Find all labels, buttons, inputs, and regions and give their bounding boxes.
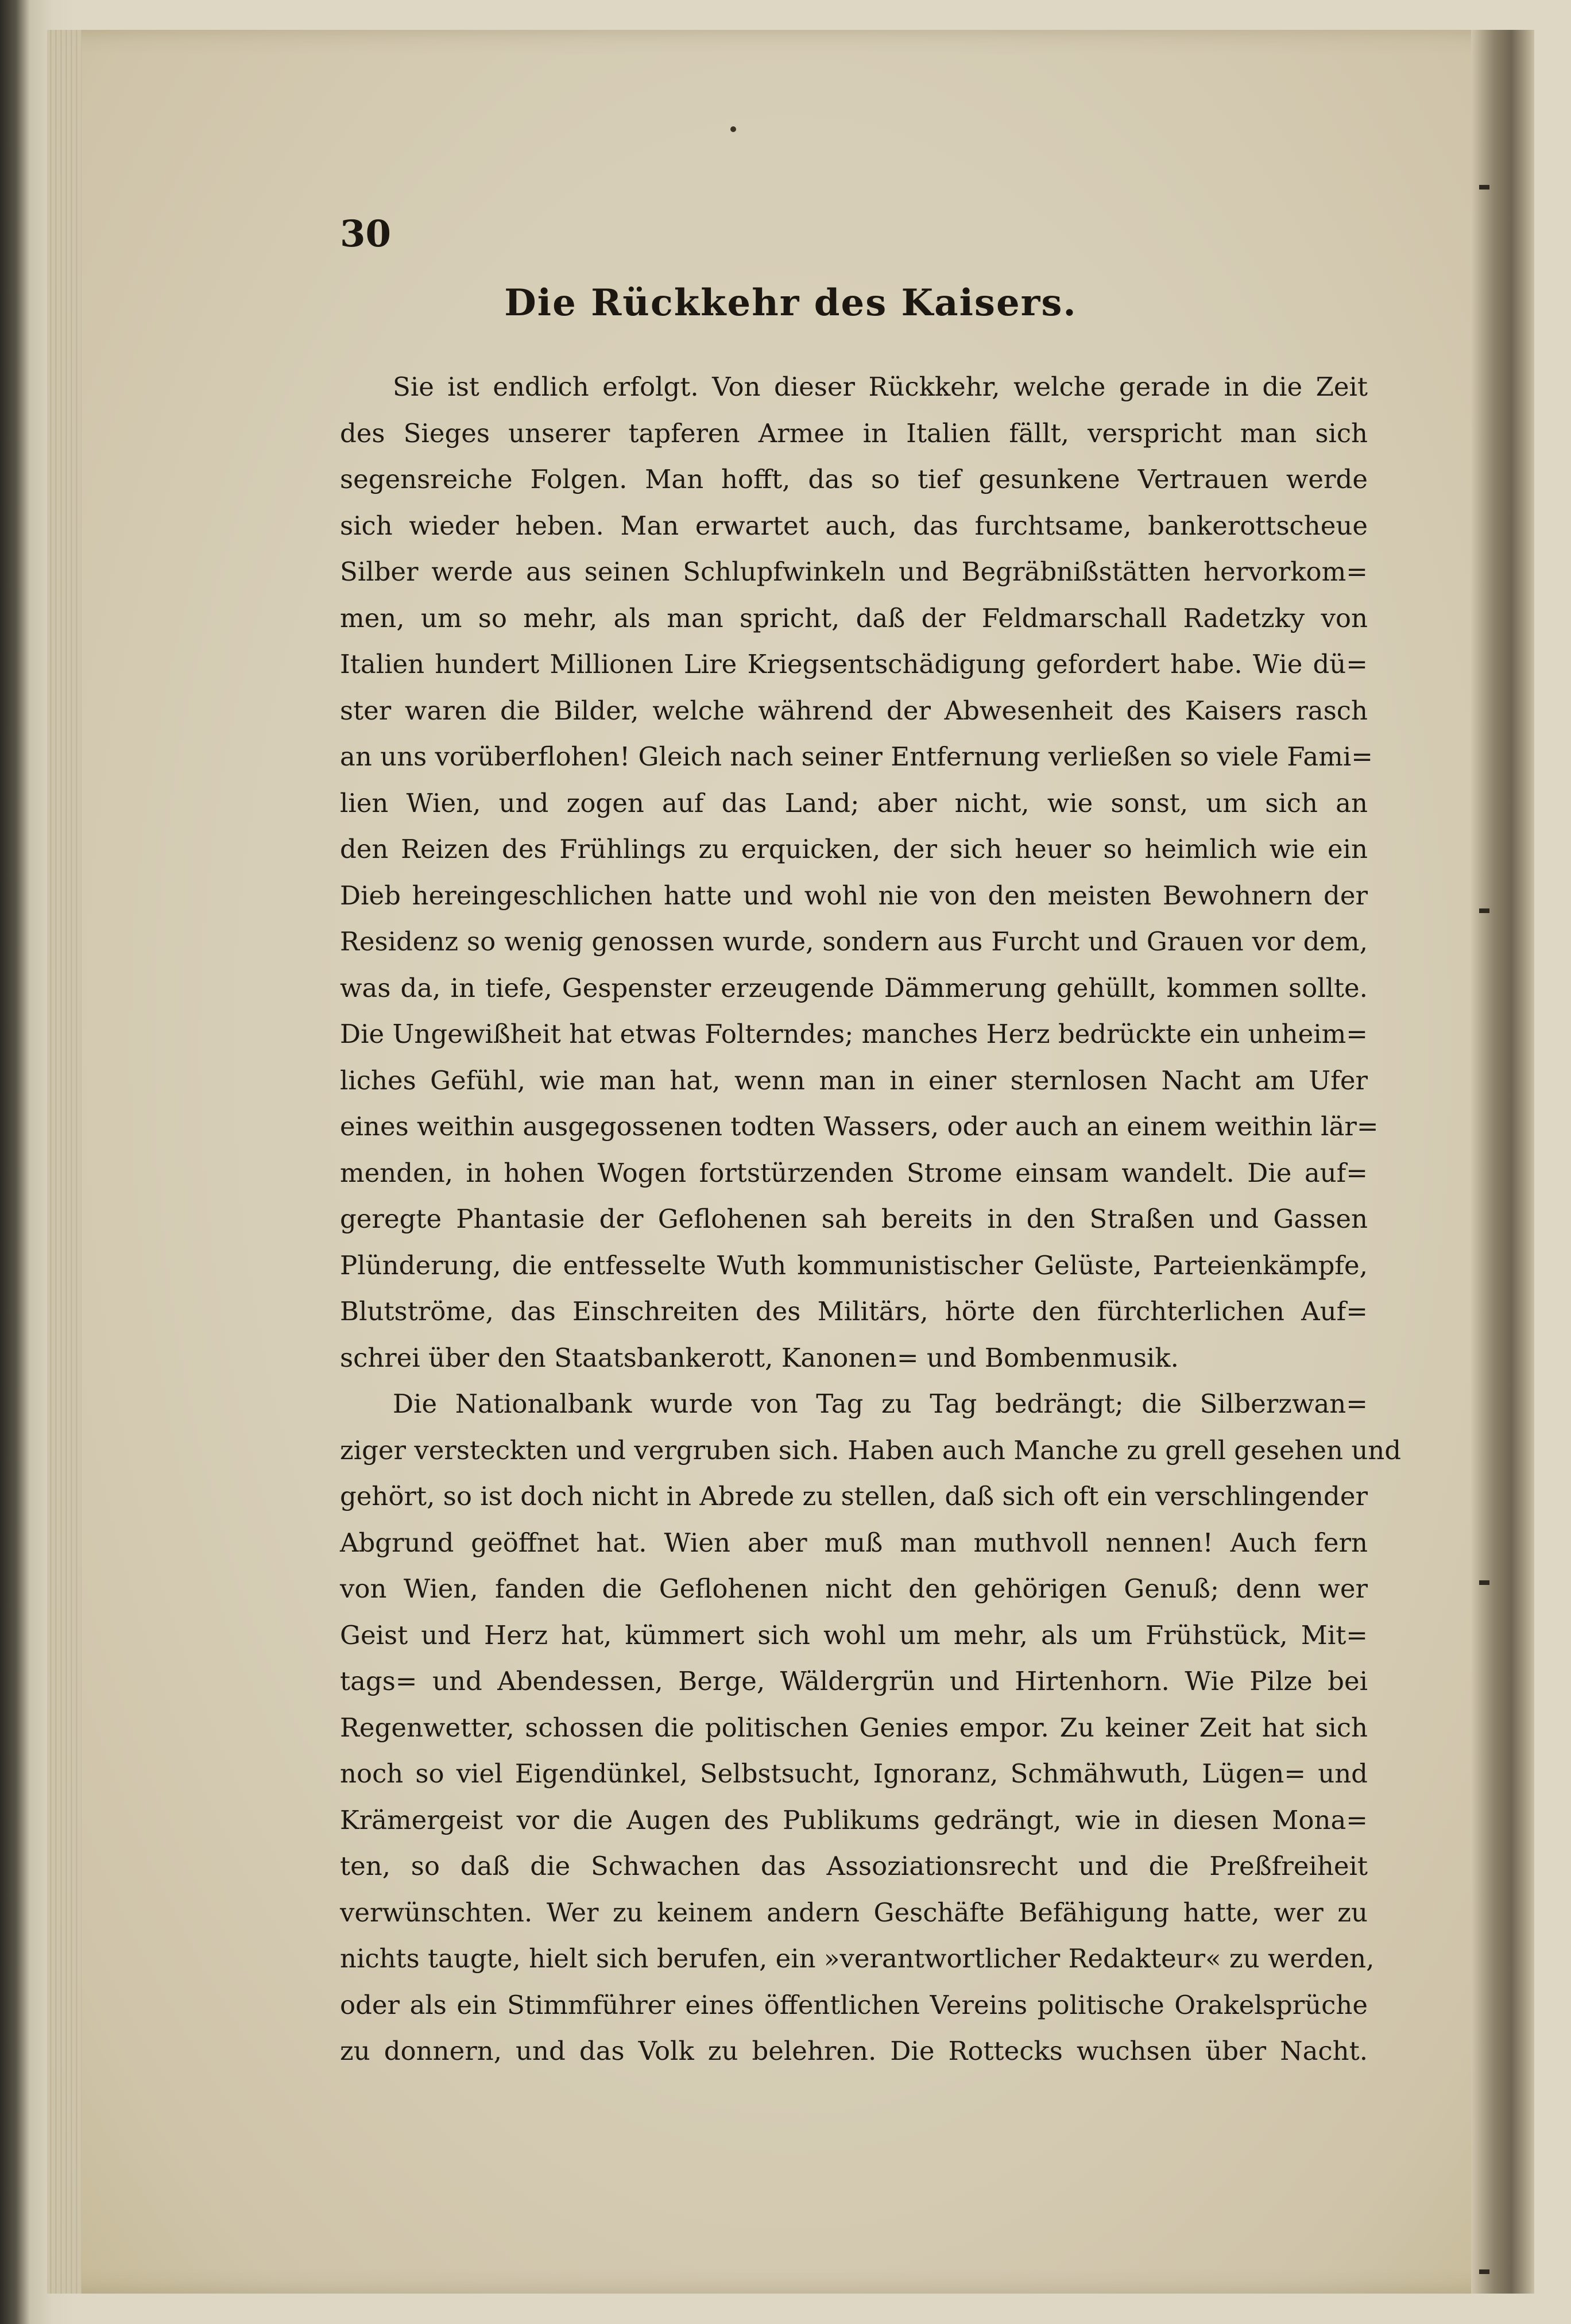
text-line: Abgrund geöffnet hat. Wien aber muß man muthvoll nennen! Auch fern — [340, 1527, 1368, 1558]
text-line: Italien hundert Millionen Lire Kriegsentschädigung gefordert habe. Wie dü= — [340, 649, 1368, 679]
text-line: was da, in tiefe, Gespenster erzeugende Dämmerung gehüllt, kommen sollte. — [340, 972, 1368, 1003]
text-line: sich wieder heben. Man erwartet auch, das furchtsame, bankerottscheue — [340, 510, 1368, 541]
text-line: Silber werde aus seinen Schlupfwinkeln und Begräbnißstätten hervorkom= — [340, 556, 1368, 587]
text-line: oder als ein Stimmführer eines öffentlichen Vereins politische Orakelsprüche — [340, 1989, 1368, 2020]
binding-gutter — [1471, 30, 1534, 2294]
text-line: noch so viel Eigendünkel, Selbstsucht, Ignoranz, Schmähwuth, Lügen= und — [340, 1758, 1368, 1789]
chapter-heading: Die Rückkehr des Kaisers. — [504, 281, 1077, 324]
text-line: des Sieges unserer tapferen Armee in Italien fällt, verspricht man sich — [340, 417, 1368, 448]
text-line: verwünschten. Wer zu keinem andern Geschäfte Befähigung hatte, wer zu — [340, 1897, 1368, 1928]
text-line: tags= und Abendessen, Berge, Wäldergrün und Hirtenhorn. Wie Pilze bei — [340, 1666, 1368, 1696]
text-line: men, um so mehr, als man spricht, daß der Feldmarschall Radetzky von — [340, 602, 1368, 633]
text-line: Dieb hereingeschlichen hatte und wohl nie von den meisten Bewohnern der — [340, 880, 1368, 911]
text-line: den Reizen des Frühlings zu erquicken, der sich heuer so heimlich wie ein — [340, 834, 1368, 864]
text-line: zu donnern, und das Volk zu belehren. Die Rottecks wuchsen über Nacht. — [340, 2036, 1368, 2066]
body-text — [340, 364, 1402, 2075]
text-line: segensreiche Folgen. Man hofft, das so tief gesunkene Vertrauen werde — [340, 464, 1368, 494]
text-line: Plünderung, die entfesselte Wuth kommunistischer Gelüste, Parteienkämpfe, — [340, 1250, 1368, 1281]
text-line: menden, in hohen Wogen fortstürzenden Strome einsam wandelt. Die auf= — [340, 1157, 1368, 1188]
text-line: Die Ungewißheit hat etwas Folterndes; manches Herz bedrückte ein unheim= — [340, 1019, 1368, 1049]
text-line: an uns vorüberflohen! Gleich nach seiner Entfernung verließen so viele Fami= — [340, 741, 1373, 772]
text-line: Regenwetter, schossen die politischen Genies empor. Zu keiner Zeit hat sich — [340, 1712, 1368, 1743]
text-line: Die Nationalbank wurde von Tag zu Tag bedrängt; die Silberzwan= — [393, 1389, 1368, 1419]
text-line: ster waren die Bilder, welche während der Abwesenheit des Kaisers rasch — [340, 695, 1368, 726]
text-line: Krämergeist vor die Augen des Publikums gedrängt, wie in diesen Mona= — [340, 1804, 1368, 1835]
ink-speck — [730, 126, 736, 132]
text-line: von Wien, fanden die Geflohenen nicht den gehörigen Genuß; denn wer — [340, 1573, 1368, 1604]
text-line: schrei über den Staatsbankerott, Kanonen= und Bombenmusik. — [340, 1342, 1179, 1373]
text-line: eines weithin ausgegossenen todten Wassers, oder auch an einem weithin lär= — [340, 1111, 1379, 1142]
text-line: Geist und Herz hat, kümmert sich wohl um mehr, als um Frühstück, Mit= — [340, 1619, 1368, 1650]
text-line: ziger versteckten und vergruben sich. Haben auch Manche zu grell gesehen und — [340, 1434, 1402, 1465]
text-line: gehört, so ist doch nicht in Abrede zu stellen, daß sich oft ein verschlingender — [340, 1481, 1368, 1511]
gutter-mark — [1479, 2269, 1489, 2274]
text-line: liches Gefühl, wie man hat, wenn man in einer sternlosen Nacht am Ufer — [340, 1065, 1368, 1096]
text-line: Residenz so wenig genossen wurde, sondern aus Furcht und Grauen vor dem, — [340, 926, 1368, 957]
text-line: ten, so daß die Schwachen das Assoziationsrecht und die Preßfreiheit — [340, 1851, 1368, 1881]
gutter-mark — [1479, 1580, 1489, 1585]
gutter-mark — [1479, 908, 1489, 913]
book-page — [47, 30, 1534, 2294]
page-number: 30 — [340, 212, 392, 256]
text-line: Sie ist endlich erfolgt. Von dieser Rückkehr, welche gerade in die Zeit — [393, 372, 1368, 402]
text-line: geregte Phantasie der Geflohenen sah bereits in den Straßen und Gassen — [340, 1204, 1368, 1234]
gutter-mark — [1479, 185, 1489, 190]
page-edges — [47, 30, 82, 2294]
text-line: nichts taugte, hielt sich berufen, ein »verantwortlicher Redakteur« zu werden, — [340, 1943, 1375, 1974]
text-line: lien Wien, und zogen auf das Land; aber nicht, wie sonst, um sich an — [340, 787, 1368, 818]
text-line: Blutströme, das Einschreiten des Militärs, hörte den fürchterlichen Auf= — [340, 1296, 1368, 1327]
